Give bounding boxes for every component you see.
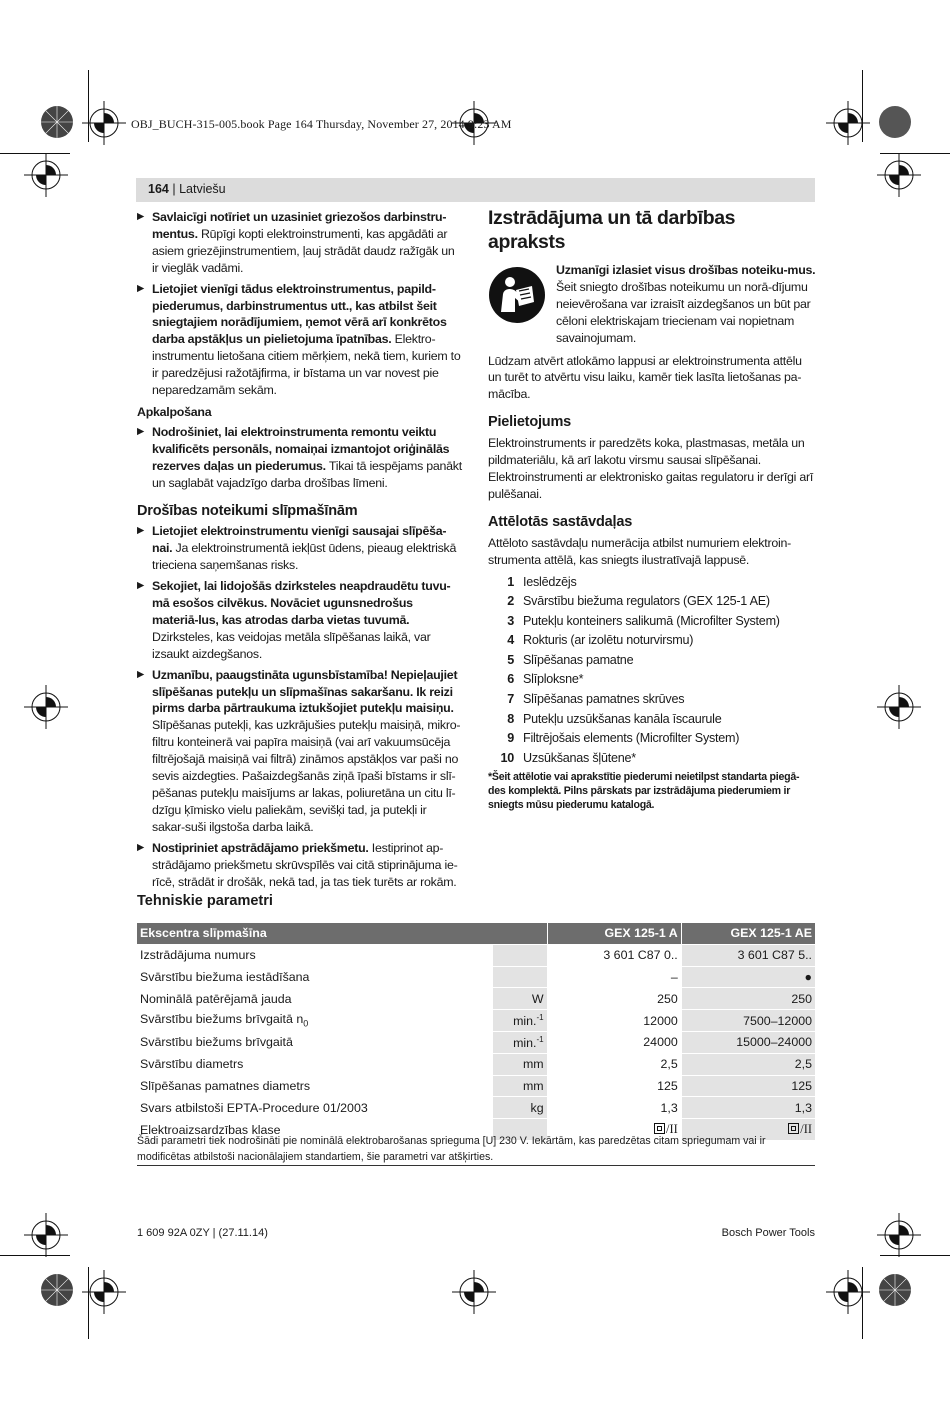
registration-target-icon [877,685,921,729]
section-heading: Drošības noteikumi slīpmašīnām [137,502,358,519]
parts-list [488,573,816,769]
registration-target-icon [877,1213,921,1257]
color-bar-icon [878,1273,912,1307]
table-row: Svārstību biežums brīvgaitā min.$^{-1}$ 24000 15000–24000 [137,1031,815,1053]
section-heading: Attēlotās sastāvdaļas [488,513,633,530]
table-row: Elektroaizsardzības klase /II /II [137,1119,815,1141]
registration-target-icon [24,153,68,197]
registration-target-icon [877,153,921,197]
use-paragraph: Elektroinstruments ir paredzēts koka, plastmasas, metāla un pildmateriālu, kā arī lakotu virsmu sausai slīpēšanai. [488,436,805,468]
safety-bullet: ▶ Lietojiet elektroinstrumentu vienīgi sausajai slīpēša-nai. Ja elektroinstrumentā iekļūst ūdens, pieaug elektriskā trieciena saņemšanas risks. [137,523,462,574]
registration-target-icon [452,1270,496,1314]
safety-bullet: ▶ Uzmanību, paaugstināta ugunsbīstamība! Nepieļaujiet slīpēšanas putekļu un slīpmašīnas sakaršanu. Ik reizi pirms darba pārtraukuma iztukšojiet putekļu maisiņu. Slīpēšanas putekļi, kas uzkrājušies putekļu maisiņā, mikro-filtru konteinerā vai papīra maisiņā (vai arī vakuumsūcēja filtrējošajā maisiņā vai filtrā) zināmos apstākļos var paši no sevis aizdegties. Pašaizdegšanās ziņā īpaši bīstams ir slī-pēšanas putekļu maisījums ar lakas, poliuretāna un citu lī-dzīgu ķīmisko vielu paliekām, sevišķi tad, ja putekļi ir sakar-suši ilgstoša darba laikā. [137,667,462,836]
registration-target-icon [826,1270,870,1314]
left-column [137,209,462,894]
table-row: Nominālā patērējamā jauda W 250 250 [137,988,815,1010]
registration-target-icon [82,101,126,145]
list-item: 7 Slīpēšanas pamatnes skrūves [507,692,685,707]
section-heading: Pielietojums [488,414,572,431]
table-row: Svārstību biežums brīvgaitā $n_0$ min.$^{-1}$ 12000 7500–12000 [137,1010,815,1032]
page-header-bar [136,178,815,202]
page-language: Latviešu [179,182,226,196]
intro-paragraph: Lūdzam atvērt atlokāmo lappusi ar elektroinstrumenta attēlu un turēt to atvērtu visu laiku, kamēr tiek lasīta lietošanas pa-mācība. [488,353,802,402]
list-item: 1 Ieslēdzējs [507,574,577,589]
footer-doc-number: 1 609 92A 0ZY | (27.11.14) [137,1227,268,1239]
safety-bullet: ▶ Nostipriniet apstrādājamo priekšmetu. Iestiprinot ap-strādājamo priekšmetu skrūvspīlēs vai citā stiprinājuma ie-rīcē, strādāt ir drošāk, nekā tad, ja tas tiek turēts ar rokām. [137,840,462,891]
color-bar-icon [40,105,74,139]
safety-bullet: ▶ Savlaicīgi notīriet un uzasiniet griezošos darbinstru-mentus. Rūpīgi kopti elektroinstrumenti, kas apgādāti ar asiem griezējinstrumentiem, ļauj strādāt daudz ražīgāk un ir vieglāk vadāmi. [137,209,462,277]
list-item: 3 Putekļu konteiners salikumā (Microfilter System) [507,613,780,628]
table-row: Svars atbilstoši EPTA-Procedure 01/2003 kg 1,3 1,3 [137,1097,815,1119]
color-bar-icon [878,105,912,139]
safety-bullet: ▶ Sekojiet, lai lidojošās dzirksteles neapdraudētu tuvu-mā esošos cilvēkus. Novāciet ugunsnedrošus materiā-lus, kas atrodas darba vietas tuvumā. Dzirksteles, kas veidojas metāla slīpēšanas laikā, var izsaukt aizdegšanos. [137,578,462,663]
safety-bullet: ▶ Nodrošiniet, lai elektroinstrumenta remontu veiktu kvalificēts personāls, nomaiņai izmantojot oriģinālās rezerves daļas un piederumus. Tikai tā iespējams panākt un saglabāt vajadzīgo darba drošības līmeni. [137,424,462,492]
registration-target-icon [24,1213,68,1257]
page-header: 164 | Latviešu [148,182,226,196]
accessories-footnote: *Šeit attēlotie vai aprakstītie piederumi neietilpst standarta piegā-des komplektā. Pilns pārskats par izstrādājuma piederumiem ir sniegts mūsu piederumu katalogā. [488,771,800,812]
divider [137,1165,815,1166]
table-row: Slīpēšanas pamatnes diametrs mm 125 125 [137,1075,815,1097]
list-item: 4 Rokturis (ar izolētu noturvirsmu) [507,633,694,648]
registration-target-icon [826,101,870,145]
warning-block [488,262,816,347]
table-row: Svārstību biežuma iestādīšana – ● [137,966,815,988]
table-header-row: Ekscentra slīpmašīna GEX 125-1 A GEX 125-1 AE [137,923,815,944]
use-paragraph: Elektroinstrumenti ar elektronisko gaitas regulatoru ir derīgi arī pulēšanai. [488,469,814,501]
table-row: Izstrādājuma numurs 3 601 C87 0.. 3 601 C87 5.. [137,944,815,966]
tech-table [137,923,815,1141]
section-title: Izstrādājuma un tā darbības apraksts [488,207,736,253]
table-row: Svārstību diametrs mm 2,5 2,5 [137,1053,815,1075]
list-item: 10 Uzsūkšanas šļūtene* [500,750,636,765]
warning-text: Uzmanīgi izlasiet visus drošības noteiku-mus. Šeit sniegto drošības noteikumu un norā-dījumu neievērošana var izraisīt aizdegšanos un būt par cēloni elektriskajam triecienam vai nopietnam savainojumam. [556,263,816,345]
list-item: 6 Slīploksne* [507,672,584,687]
color-bar-icon [40,1273,74,1307]
tech-title: Tehniskie parametri [137,893,273,909]
footer-brand: Bosch Power Tools [721,1227,815,1239]
safety-bullet: ▶ Lietojiet vienīgi tādus elektroinstrumentus, papild-piederumus, darbinstrumentus utt., kas atbilst šeit sniegtajiem norādījumiem, ņemot vērā arī konkrētos darba apstākļus un pielietojuma īpatnības. Elektro-instrumentu lietošana citiem mērķiem, nekā tiem, kuriem to ir paredzējusi ražotājfirma, ir bīstama un var novest pie neparedzamām sekām. [137,281,462,399]
registration-target-icon [24,685,68,729]
read-manual-icon [488,266,546,324]
feature-dot: ● [681,966,815,988]
list-item: 9 Filtrējošais elements (Microfilter System) [507,731,740,746]
tech-note: Šādi parametri tiek nodrošināti pie nominālā elektrobarošanas sprieguma [U] 230 V. Iekārtām, kas paredzētas citam spriegumam vai ir modificētas atbilstoši nacionālajiem standartiem, šie parametri var atšķirties. [137,1135,766,1163]
list-item: 5 Slīpēšanas pamatne [507,652,634,667]
list-item: 8 Putekļu uzsūkšanas kanāla īscaurule [507,711,722,726]
page-number: 164 [148,182,169,196]
service-heading: Apkalpošana [137,404,212,419]
print-slug: OBJ_BUCH-315-005.book Page 164 Thursday, November 27, 2014 9:23 AM [131,117,512,131]
list-item: 2 Svārstību biežuma regulators (GEX 125-1 AE) [507,594,770,609]
right-column [488,206,816,812]
parts-intro: Attēloto sastāvdaļu numerācija atbilst numuriem elektroin-strumenta attēlā, kas sniegts ilustratīvajā lappusē. [488,535,791,567]
registration-target-icon [82,1270,126,1314]
